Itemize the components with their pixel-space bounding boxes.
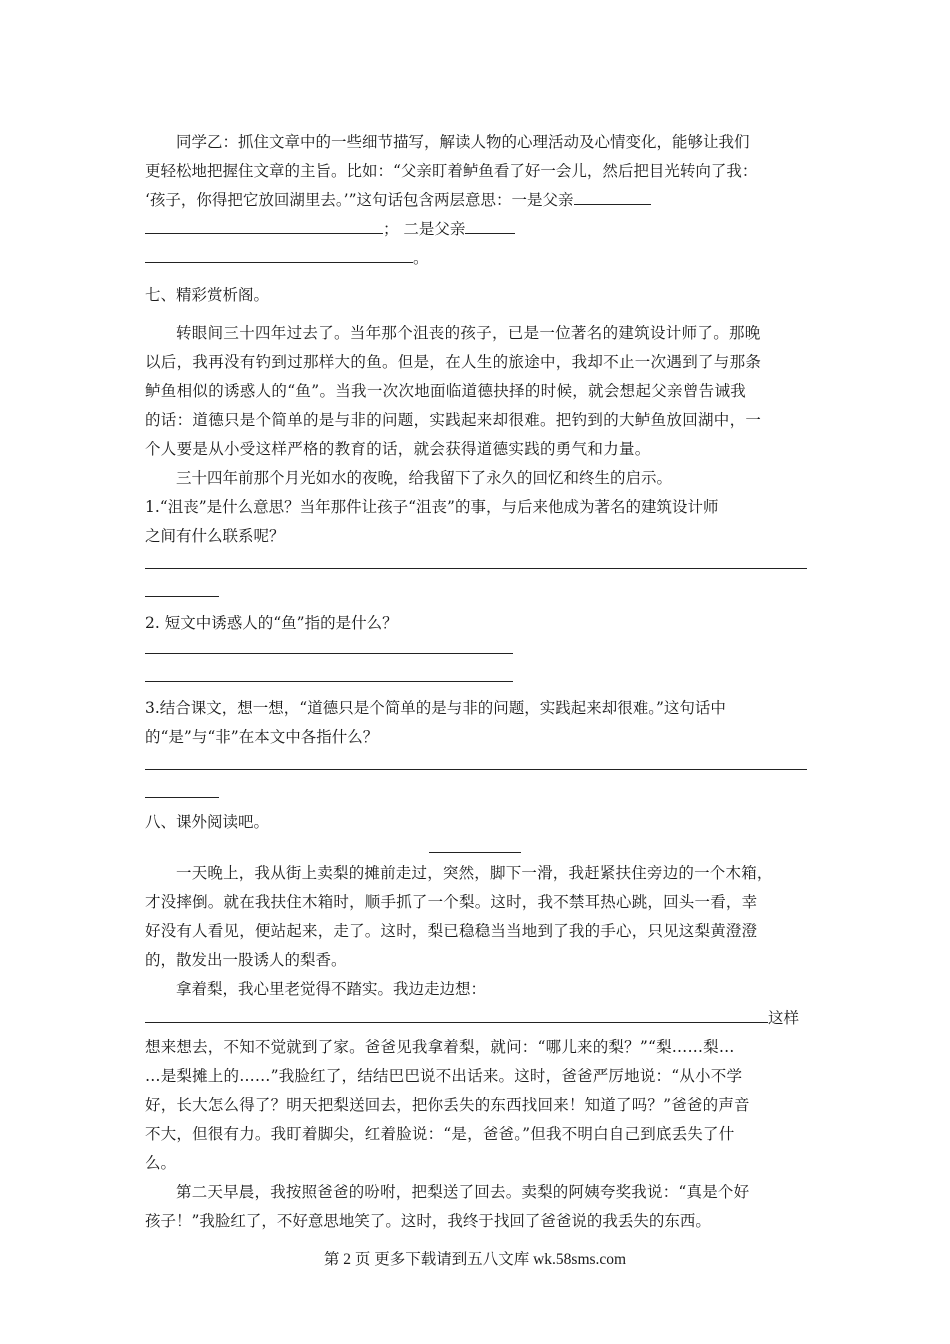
paragraph-line xyxy=(145,215,807,244)
passage-line: 的，散发出一股诱人的梨香。 xyxy=(145,951,347,969)
passage-line: 好，长大怎么得了？明天把梨送回去，把你丢失的东西找回来！知道了吗？”爸爸的声音 xyxy=(145,1096,750,1114)
text: 这样 xyxy=(768,1009,800,1027)
passage-line: 么。 xyxy=(145,1154,177,1172)
question-3: 3.结合课文，想一想，“道德只是个简单的是与非的问题，实践起来却很难。”这句话中 xyxy=(145,699,726,717)
passage-line: 一天晚上，我从街上卖梨的摊前走过，突然，脚下一滑，我赶紧扶住旁边的一个木箱， xyxy=(176,864,773,882)
answer-blank[interactable] xyxy=(145,244,413,263)
paragraph-line: 更轻松地把握住文章的主旨。比如：“父亲盯着鲈鱼看了好一会儿，然后把目光转向了我： xyxy=(145,162,758,180)
passage-line: 个人要是从小受这样严格的教育的话，就会获得道德实践的勇气和力量。 xyxy=(145,440,651,458)
passage-line xyxy=(145,1004,807,1033)
passage-line: 想来想去，不知不觉就到了家。爸爸见我拿着梨，就问：“哪儿来的梨？”“梨……梨… xyxy=(145,1038,735,1056)
text: 。 xyxy=(413,249,429,267)
passage-line: 好没有人看见，便站起来，走了。这时，梨已稳稳当当地到了我的手心，只见这梨黄澄澄 xyxy=(145,922,758,940)
text: ； 二是父亲 xyxy=(383,220,466,238)
page-content xyxy=(145,128,807,1236)
answer-blank[interactable] xyxy=(465,215,515,234)
question-3-cont: 的“是”与“非”在本文中各指什么？ xyxy=(145,728,379,746)
passage-line: …是梨摊上的……”我脸红了，结结巴巴说不出话来。这时，爸爸严厉地说：“从小不学 xyxy=(145,1067,743,1085)
passage-line: 才没摔倒。就在我扶住木箱时，顺手抓了一个梨。这时，我不禁耳热心跳，回头一看，幸 xyxy=(145,893,758,911)
answer-blank[interactable] xyxy=(145,215,383,234)
passage-line: 以后，我再没有钓到过那样大的鱼。但是，在人生的旅途中，我却不止一次遇到了与那条 xyxy=(145,353,762,371)
passage-line: 第二天早晨，我按照爸爸的吩咐，把梨送了回去。卖梨的阿姨夸奖我说：“真是个好 xyxy=(176,1183,750,1201)
question-1: 1.“沮丧”是什么意思？当年那件让孩子“沮丧”的事，与后来他成为著名的建筑设计师 xyxy=(145,498,719,516)
paragraph-line: 同学乙：抓住文章中的一些细节描写，解读人物的心理活动及心情变化，能够让我们 xyxy=(176,133,750,151)
section-heading-7: 七、精彩赏析阁。 xyxy=(145,286,270,304)
paragraph-line xyxy=(145,186,807,215)
text: ‘孩子，你得把它放回湖里去。’”这句话包含两层意思：一是父亲 xyxy=(145,191,574,209)
passage-line: 的话：道德只是个简单的是与非的问题，实践起来却很难。把钓到的大鲈鱼放回湖中，一 xyxy=(145,411,762,429)
passage-line: 三十四年前那个月光如水的夜晚，给我留下了永久的回忆和终生的启示。 xyxy=(176,469,673,487)
question-1-cont: 之间有什么联系呢？ xyxy=(145,527,285,545)
answer-blank[interactable] xyxy=(145,1004,768,1023)
question-2: 2. 短文中诱惑人的“鱼”指的是什么？ xyxy=(145,614,398,632)
passage-line: 转眼间三十四年过去了。当年那个沮丧的孩子，已是一位著名的建筑设计师了。那晚 xyxy=(176,324,761,342)
answer-blank[interactable] xyxy=(574,186,651,205)
section-heading-8: 八、课外阅读吧。 xyxy=(145,813,270,831)
paragraph-line xyxy=(145,244,807,273)
page-footer: 第 2 页 更多下载请到五八文库 wk.58sms.com xyxy=(323,1251,627,1268)
passage-line: 孩子！”我脸红了，不好意思地笑了。这时，我终于找回了爸爸说的我丢失的东西。 xyxy=(145,1212,711,1230)
passage-line: 拿着梨，我心里老觉得不踏实。我边走边想： xyxy=(176,980,487,998)
passage-line: 不大，但很有力。我盯着脚尖，红着脸说：“是，爸爸。”但我不明白自己到底丢失了什 xyxy=(145,1125,735,1143)
passage-line: 鲈鱼相似的诱惑人的“鱼”。当我一次次地面临道德抉择的时候，就会想起父亲曾告诫我 xyxy=(145,382,747,400)
